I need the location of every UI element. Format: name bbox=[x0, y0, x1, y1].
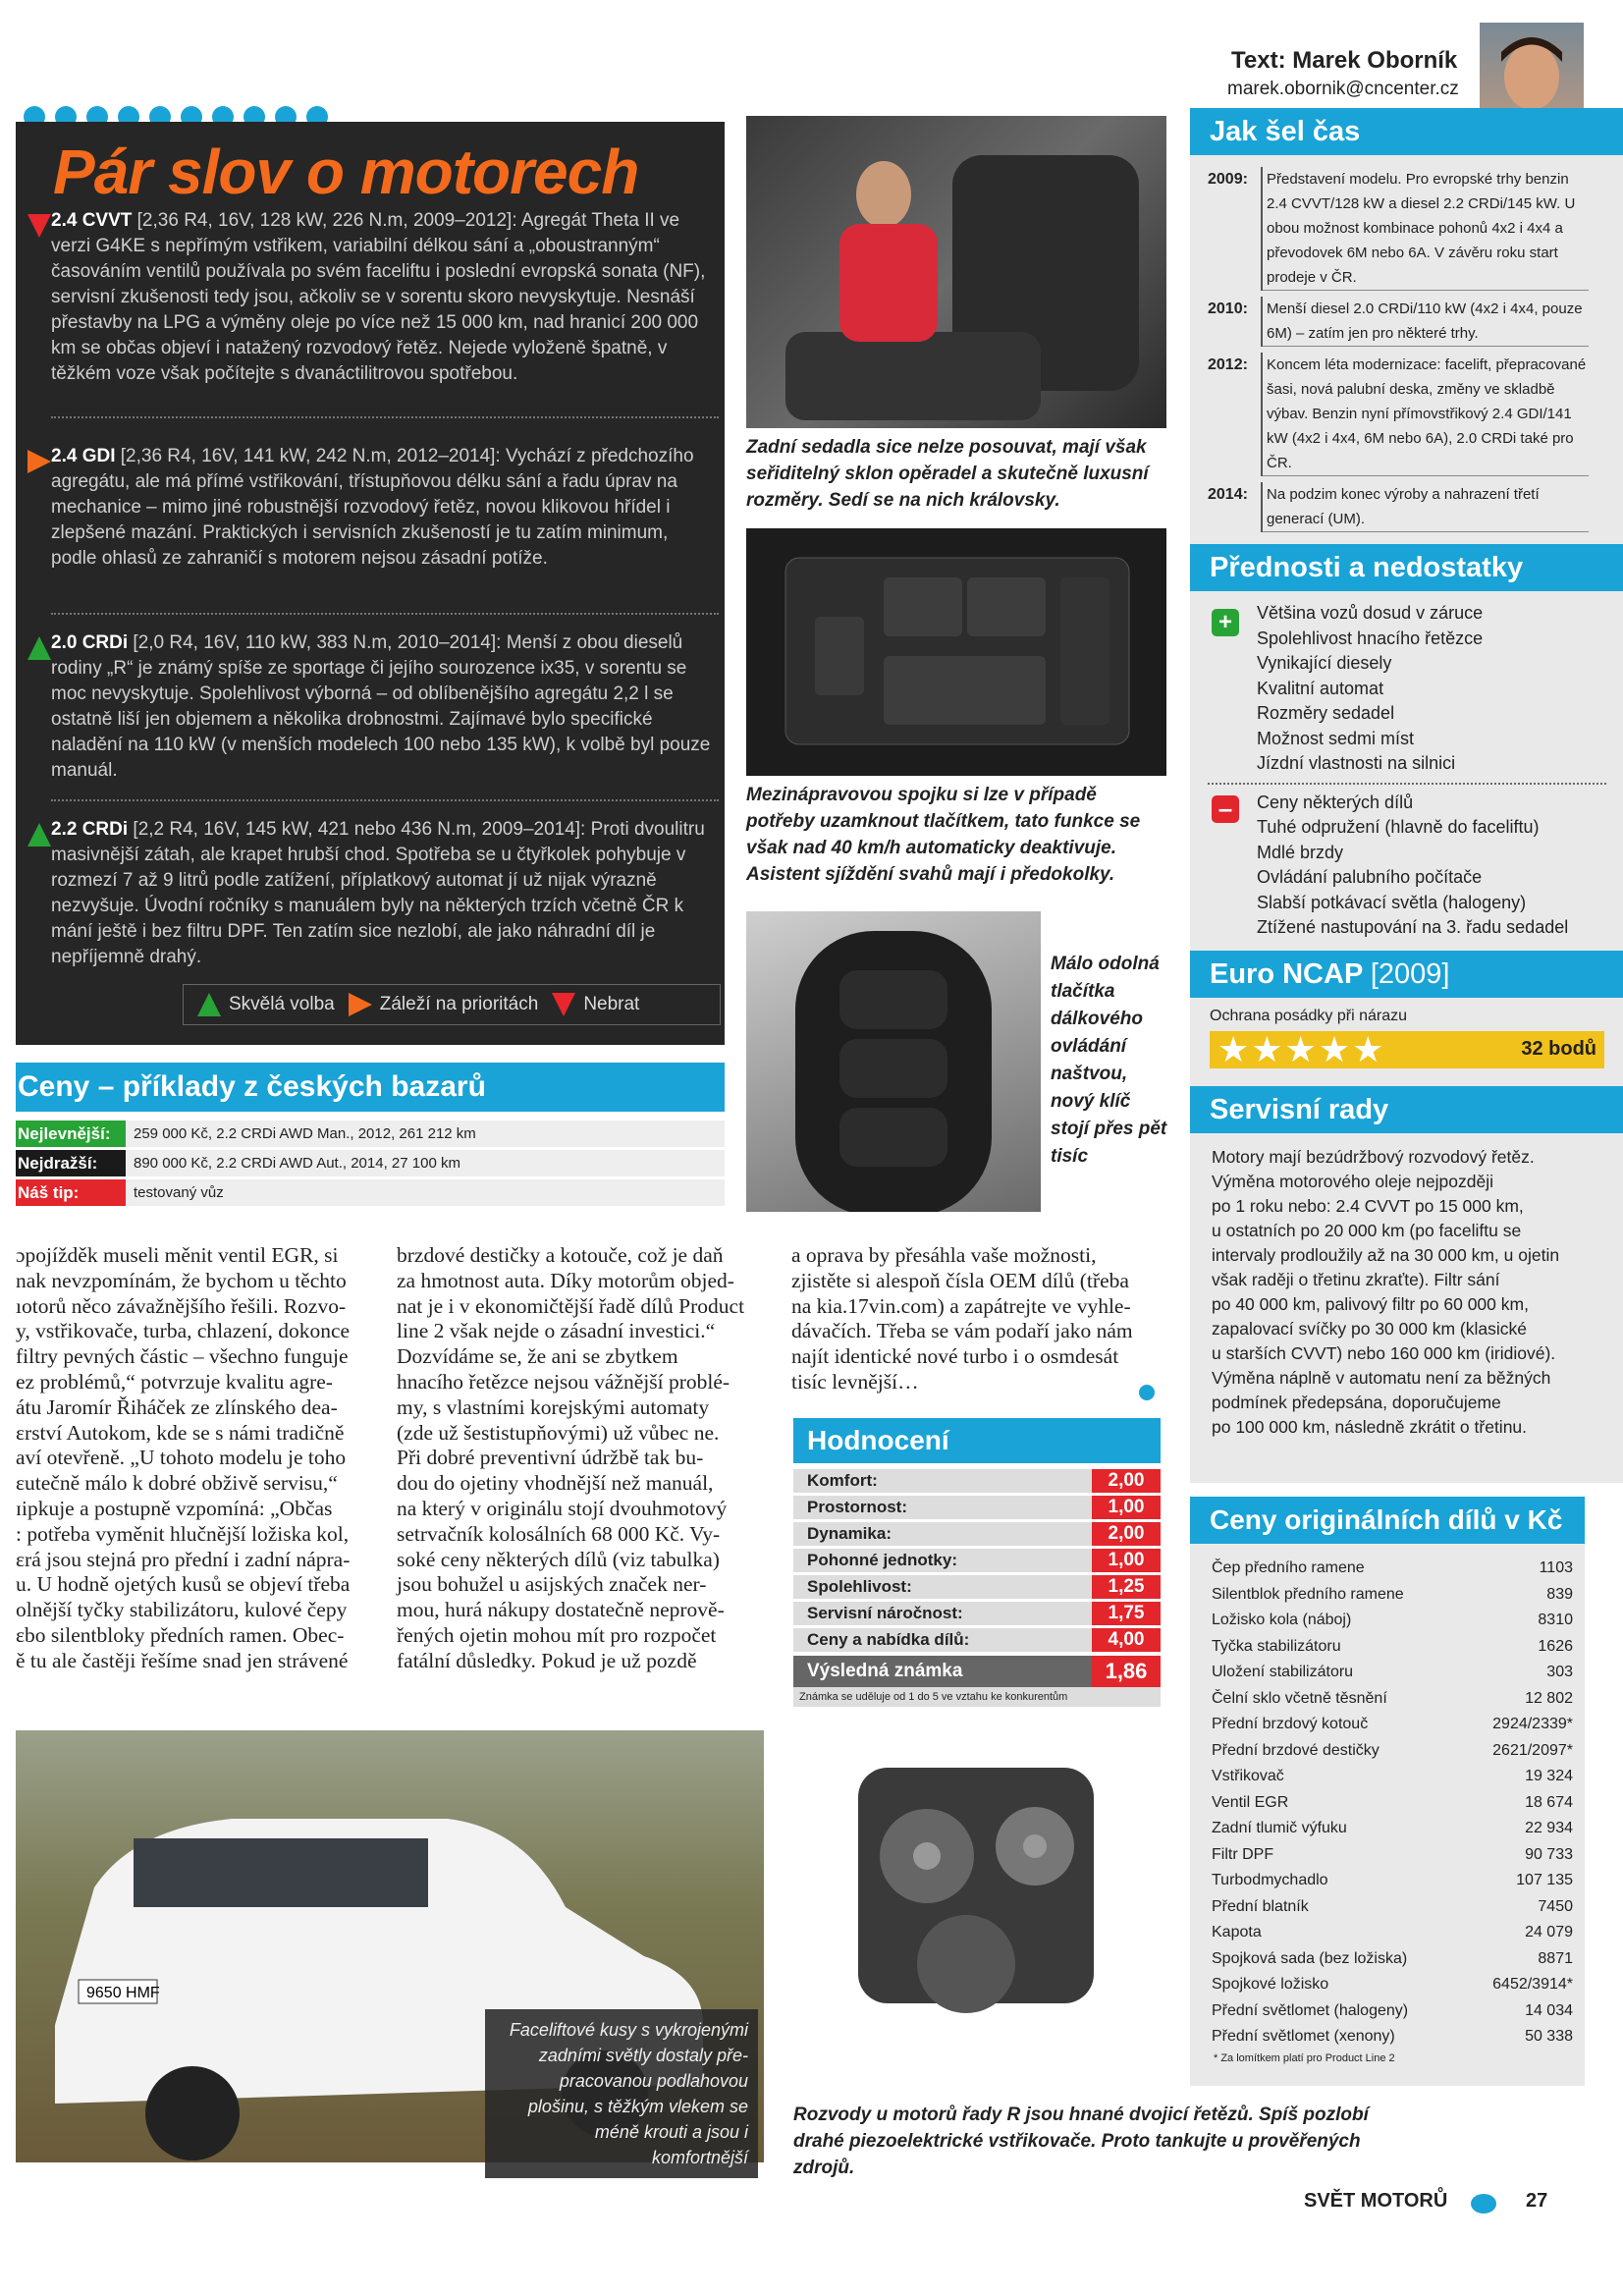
article-line: ɛbo silentbloky předních ramen. Obec- bbox=[16, 1622, 345, 1647]
part-price: 107 135 bbox=[1516, 1872, 1573, 1888]
ncap-title: Euro NCAP [2009] bbox=[1190, 951, 1623, 998]
key-photo bbox=[746, 911, 1041, 1212]
license-plate: 9650 HMF bbox=[86, 1985, 160, 2001]
article-line: dou do ojetiny vhodnější než manuál, bbox=[397, 1471, 714, 1496]
author-email: marek.obornik@cncenter.cz bbox=[1227, 79, 1459, 99]
part-name: Turbodmychadlo bbox=[1212, 1872, 1328, 1888]
minus-icon: – bbox=[1212, 795, 1239, 823]
ncap-points: 32 bodů bbox=[1521, 1038, 1596, 1060]
pro-item: Možnost sedmi míst bbox=[1257, 728, 1415, 748]
timeline-text: Koncem léta modernizace: facelift, přepracované šasi, nová palubní deska, změny ve skladbě výbav. Benzin nyní přímovstřikový 2.4 GDI/141 kW (4x2 i 4x4, 6M nebo 6A), 2.0 CRDi také pro ČR. bbox=[1263, 353, 1589, 476]
part-row bbox=[1190, 1790, 1585, 1817]
part-price: 1626 bbox=[1538, 1637, 1573, 1655]
rating-value: 1,00 bbox=[1092, 1496, 1161, 1519]
timeline-year: 2009: bbox=[1208, 167, 1263, 291]
part-price: 8871 bbox=[1538, 1949, 1573, 1967]
part-name: Přední světlomet (halogeny) bbox=[1212, 2001, 1409, 2019]
pro-item: Vynikající diesely bbox=[1257, 653, 1392, 673]
con-item: Ovládání palubního počítače bbox=[1257, 867, 1483, 887]
article-line: ez problémů,“ potvrzuje kvalitu agre- bbox=[16, 1369, 333, 1394]
service-line: po 100 000 km, následně zkrátit o třetinu. bbox=[1212, 1416, 1528, 1437]
rating-value: 2,00 bbox=[1092, 1469, 1161, 1493]
article-line: Při dobré preventivní údržbě tak bu- bbox=[397, 1446, 704, 1470]
timeline-year: 2010: bbox=[1208, 297, 1263, 347]
article-line: řených ojetin mohou mít pro rozpočet bbox=[397, 1622, 717, 1647]
service-line: Výměna motorového oleje nejpozději bbox=[1212, 1171, 1493, 1191]
parts-note: * Za lomítkem platí pro Product Line 2 bbox=[1214, 2051, 1395, 2064]
part-name: Přední brzdové destičky bbox=[1212, 1741, 1380, 1759]
timeline-year: 2012: bbox=[1208, 353, 1263, 476]
nebrat-icon bbox=[27, 214, 51, 238]
part-row bbox=[1190, 1608, 1585, 1634]
pros-cons-title: Přednosti a nedostatky bbox=[1190, 544, 1623, 591]
service-line: intervaly prodloužily až na 30 000 km, u ojetin bbox=[1212, 1244, 1560, 1265]
rating-label: Prostornost: bbox=[793, 1496, 1092, 1519]
part-price: 24 079 bbox=[1525, 1924, 1573, 1941]
part-name: Vstřikovač bbox=[1212, 1768, 1284, 1784]
coupling-caption: Mezinápravovou spojku si lze v případě potřeby uzamknout tlačítkem, tato funkce se však nad 40 km/h automaticky deaktivuje. Asistent sjíždění svahů mají i předokolky. bbox=[746, 785, 1141, 885]
service-line: po 1 roku nebo: 2.4 CVVT po 15 000 km, bbox=[1212, 1195, 1524, 1216]
skvela-icon bbox=[197, 993, 221, 1016]
service-line: Motory mají bezúdržbový rozvodový řetěz. bbox=[1212, 1146, 1535, 1167]
article-line: ɛrá jsou stejná pro přední i zadní nápra- bbox=[16, 1547, 351, 1571]
article-column-1 bbox=[16, 1243, 367, 1674]
con-item: Tuhé odpružení (hlavně do faceliftu) bbox=[1257, 817, 1540, 837]
zalezi-icon bbox=[27, 450, 51, 473]
part-price: 8310 bbox=[1538, 1612, 1573, 1628]
article-line: my, s vlastními korejskými automaty bbox=[397, 1394, 710, 1419]
article-line: ɔpojížděk museli měnit ventil EGR, si bbox=[16, 1243, 339, 1267]
pro-item: Kvalitní automat bbox=[1257, 678, 1384, 698]
article-line: mou, hurá nákupy dostatečně neprově- bbox=[397, 1598, 725, 1622]
footer-dot bbox=[1471, 2194, 1496, 2214]
rating-note: Známka se uděluje od 1 do 5 ve vztahu ke konkurentům bbox=[793, 1687, 1161, 1707]
engine-item: 2.0 CRDi [2,0 R4, 16V, 110 kW, 383 N.m, 2010–2014]: Menší z obou dieselů rodiny „R“ je známý spíše ze sportage či jejího sourozence ix35, v sorentu se moc nevyskytuje. Spolehlivost výborná – od oblíbenějšího agregátu 2,2 l se ostatně liší jen objemem a několika drobnostmi. Zajímavé bylo specifické naladění na 110 kW (v menších modelech 100 nebo 135 kW), k volbě byl pouze manuál. bbox=[51, 630, 719, 784]
timeline-row bbox=[1208, 297, 1589, 347]
service-line: podmínek předepsána, doporučujeme bbox=[1212, 1392, 1501, 1412]
price-row: Náš tip: testovaný vůz bbox=[16, 1179, 725, 1206]
service-line: Výměna náplně v automatu není za běžných bbox=[1212, 1367, 1551, 1388]
final-rating: Výsledná známka 1,86 bbox=[793, 1656, 1161, 1687]
article-line: a oprava by přesáhla vaše možnosti, bbox=[791, 1243, 1097, 1267]
article-line: Dozvídáme se, že ani se zbytkem bbox=[397, 1344, 678, 1369]
rating-label: Komfort: bbox=[793, 1469, 1092, 1493]
rating-value: 2,00 bbox=[1092, 1522, 1161, 1546]
part-name: Tyčka stabilizátoru bbox=[1212, 1637, 1341, 1655]
part-name: Zadní tlumič výfuku bbox=[1212, 1820, 1347, 1836]
skvela-icon bbox=[27, 823, 51, 847]
part-name: Čep předního ramene bbox=[1212, 1559, 1365, 1576]
timeline-row bbox=[1208, 353, 1589, 476]
plus-icon: + bbox=[1212, 609, 1239, 636]
rating-label: Dynamika: bbox=[793, 1522, 1092, 1546]
engines-panel bbox=[16, 122, 725, 1045]
rating-label: Pohonné jednotky: bbox=[793, 1549, 1092, 1572]
rear-seats-caption: Zadní sedadla sice nelze posouvat, mají však seřiditelný sklon opěradel a skutečně luxusní rozměry. Sedí se na nich královsky. bbox=[746, 437, 1149, 511]
part-row bbox=[1190, 1816, 1585, 1842]
price-row: Nejlevnější: 259 000 Kč, 2.2 CRDi AWD Man., 2012, 261 212 km bbox=[16, 1121, 725, 1147]
rating-label: Ceny a nabídka dílů: bbox=[793, 1628, 1092, 1652]
engines-legend: Skvělá volba Záleží na prioritách Nebrat bbox=[183, 984, 721, 1025]
timeline-title: Jak šel čas bbox=[1190, 108, 1623, 155]
parts-prices bbox=[1190, 1497, 1585, 2086]
con-item: Slabší potkávací světla (halogeny) bbox=[1257, 892, 1527, 912]
article-line: ɛrství Autokom, kde se s námi tradičně bbox=[16, 1420, 345, 1445]
article-line: soké ceny některých dílů (viz tabulka) bbox=[397, 1547, 720, 1571]
part-row bbox=[1190, 1972, 1585, 1998]
page-number: 27 bbox=[1526, 2190, 1548, 2212]
article-column-3 bbox=[791, 1243, 1161, 1395]
article-column-2 bbox=[397, 1243, 764, 1674]
rating-value: 1,00 bbox=[1092, 1549, 1161, 1572]
part-row bbox=[1190, 1712, 1585, 1738]
rating-label: Spolehlivost: bbox=[793, 1575, 1092, 1599]
article-line: ě tu ale častěji řešíme snad jen strávené bbox=[16, 1648, 349, 1672]
pro-item: Jízdní vlastnosti na silnici bbox=[1257, 753, 1456, 773]
part-price: 50 338 bbox=[1525, 2028, 1573, 2045]
article-line: nak nevzpomínám, že bychom u těchto bbox=[16, 1268, 347, 1292]
part-name: Silentblok předního ramene bbox=[1212, 1585, 1404, 1603]
part-row bbox=[1190, 1556, 1585, 1582]
part-price: 90 733 bbox=[1525, 1845, 1573, 1863]
rating-value: 1,75 bbox=[1092, 1602, 1161, 1625]
part-row bbox=[1190, 1582, 1585, 1609]
engines-title: Pár slov o motorech bbox=[53, 137, 639, 207]
article-line: na který v originálu stojí dvouhmotový bbox=[397, 1496, 728, 1520]
rating-row bbox=[793, 1496, 1161, 1519]
article-line: tisíc levnější… bbox=[791, 1369, 919, 1394]
bazaar-prices-title: Ceny – příklady z českých bazarů bbox=[16, 1063, 725, 1112]
footer-magazine: SVĚT MOTORŮ bbox=[1304, 2190, 1448, 2212]
part-price: 2924/2339* bbox=[1492, 1716, 1573, 1732]
pro-item: Většina vozů dosud v záruce bbox=[1257, 603, 1484, 623]
article-line: dávačích. Třeba se vám podaří jako nám bbox=[791, 1319, 1133, 1343]
service-line: u starších CVVT) nebo 160 000 km (iridiové). bbox=[1212, 1342, 1556, 1363]
part-row bbox=[1190, 1764, 1585, 1790]
part-price: 7450 bbox=[1538, 1897, 1573, 1915]
part-row bbox=[1190, 1634, 1585, 1661]
part-row bbox=[1190, 1660, 1585, 1686]
part-row bbox=[1190, 1946, 1585, 1973]
part-price: 2621/2097* bbox=[1492, 1741, 1573, 1759]
service-line: však raději o třetinu zkraťte). Filtr sání bbox=[1212, 1269, 1500, 1289]
engine-photo bbox=[819, 1728, 1139, 2060]
rating-row bbox=[793, 1602, 1161, 1625]
pro-item: Spolehlivost hnacího řetězce bbox=[1257, 628, 1484, 648]
engine-caption: Rozvody u motorů řady R jsou hnané dvojicí řetězů. Spíš pozlobí drahé piezoelektrické vstřikovače. Proto tankujte u prověřených zdrojů. bbox=[793, 2105, 1369, 2178]
article-line: ɪipkuje a postupně vzpomíná: „Občas bbox=[16, 1496, 333, 1520]
author-name: Text: Marek Oborník bbox=[1231, 47, 1458, 74]
con-item: Ztížené nastupování na 3. řadu sedadel bbox=[1257, 917, 1569, 937]
service-line: po 40 000 km, palivový filtr po 60 000 km, bbox=[1212, 1293, 1529, 1314]
article-end-dot bbox=[1139, 1385, 1155, 1400]
part-name: Ložisko kola (náboj) bbox=[1212, 1612, 1352, 1628]
part-row bbox=[1190, 1920, 1585, 1946]
key-caption: Málo odolná tlačítka dálkového ovládání naštvou, nový klíč stojí přes pět tisíc bbox=[1051, 954, 1167, 1167]
con-item: Mdlé brzdy bbox=[1257, 842, 1344, 862]
part-name: Spojková sada (bez ložiska) bbox=[1212, 1949, 1408, 1967]
part-name: Kapota bbox=[1212, 1924, 1262, 1941]
con-item: Ceny některých dílů bbox=[1257, 792, 1414, 812]
part-price: 19 324 bbox=[1525, 1768, 1573, 1784]
rating-box bbox=[793, 1418, 1161, 1707]
timeline-row bbox=[1208, 482, 1589, 532]
ncap-stars: ★★★★★ bbox=[1217, 1028, 1386, 1069]
article-line: setrvačník kolosálních 68 000 Kč. Vy- bbox=[397, 1521, 721, 1546]
part-row bbox=[1190, 2024, 1585, 2050]
rating-row bbox=[793, 1549, 1161, 1572]
article-line: line 2 však nejde o zásadní investici.“ bbox=[397, 1319, 716, 1343]
timeline-text: Menší diesel 2.0 CRDi/110 kW (4x2 i 4x4, pouze 6M) – zatím jen pro některé trhy. bbox=[1263, 297, 1589, 347]
part-name: Filtr DPF bbox=[1212, 1845, 1274, 1863]
parts-title: Ceny originálních dílů v Kč bbox=[1190, 1497, 1585, 1544]
part-price: 12 802 bbox=[1525, 1689, 1573, 1707]
info-sidebar bbox=[1190, 108, 1623, 1483]
article-line: filtry pevných částic – všechno funguje bbox=[16, 1344, 349, 1369]
part-row bbox=[1190, 1998, 1585, 2025]
article-line: najít identické nové turbo i o osmdesát bbox=[791, 1344, 1119, 1369]
engine-item: 2.4 CVVT [2,36 R4, 16V, 128 kW, 226 N.m, 2009–2012]: Agregát Theta II ve verzi G4KE s nepřímým vstřikem, variabilní délkou sání a „oboustranným“ časováním ventilů používala po svém faceliftu i poslední evropská sonata (NF), servisní zkušenosti tedy jsou, ačkoliv se v sorentu skoro nevyskytuje. Nesnáší přestavby na LPG a výměny oleje po více než 15 000 km, nad hranicí 200 000 km se občas objeví i natažený rozvodový řetěz. Nejede vyloženě špatně, v těžkém voze však počítejte s dvanáctilitrovou spotřebou. bbox=[51, 208, 719, 387]
timeline-text: Představení modelu. Pro evropské trhy benzin 2.4 CVVT/128 kW a diesel 2.2 CRDi/145 kW. U obou možnost kombinace pohonů 4x2 i 4x4 a převodovek 6M nebo 6A. V závěru roku start prodeje v ČR. bbox=[1263, 167, 1589, 291]
rating-value: 1,25 bbox=[1092, 1575, 1161, 1599]
part-price: 14 034 bbox=[1525, 2001, 1573, 2019]
part-name: Přední brzdový kotouč bbox=[1212, 1716, 1369, 1732]
rating-label: Servisní náročnost: bbox=[793, 1602, 1092, 1625]
article-line: hnacího řetězce nejsou vážnější problé- bbox=[397, 1369, 730, 1394]
rating-row bbox=[793, 1575, 1161, 1599]
article-line: u. U hodně ojetých kusů se objeví třeba bbox=[16, 1572, 351, 1597]
timeline-year: 2014: bbox=[1208, 482, 1263, 532]
article-line: aví otevřeně. „U tohoto modelu je toho bbox=[16, 1446, 347, 1470]
service-text bbox=[1190, 1133, 1623, 1440]
rating-row bbox=[793, 1628, 1161, 1652]
part-price: 22 934 bbox=[1525, 1820, 1573, 1836]
pro-item: Rozměry sedadel bbox=[1257, 703, 1395, 723]
part-name: Přední blatník bbox=[1212, 1897, 1309, 1915]
rating-row bbox=[793, 1522, 1161, 1546]
rear-seats-photo bbox=[746, 116, 1166, 428]
skvela-icon bbox=[27, 636, 51, 660]
rating-title: Hodnocení bbox=[793, 1418, 1161, 1463]
article-line: nat je i v ekonomičtější řadě dílů Product bbox=[397, 1293, 745, 1318]
part-price: 303 bbox=[1546, 1664, 1573, 1680]
part-name: Spojkové ložisko bbox=[1212, 1976, 1329, 1993]
part-name: Uložení stabilizátoru bbox=[1212, 1664, 1354, 1680]
article-line: na kia.17vin.com) a zapátrejte ve vyhle- bbox=[791, 1293, 1131, 1318]
article-line: fatální důsledky. Pokud je už pozdě bbox=[397, 1648, 697, 1672]
part-name: Ventil EGR bbox=[1212, 1793, 1289, 1811]
article-line: jsou bohužel u asijských značek ner- bbox=[397, 1572, 707, 1597]
engine-item: 2.4 GDI [2,36 R4, 16V, 141 kW, 242 N.m, 2012–2014]: Vychází z předchozího agregátu, ale má přímé vstřikování, třístupňovou délku sání a řadu úprav na mechanice – mimo jiné robustnější rozvodový řetěz, novou klikovou hřídel i zlepšené mazání. Praktických i servisních zkušeností je tu zatím minimum, podle ohlasů ze zahraničí s motorem nejsou zásadní potíže. bbox=[51, 444, 719, 572]
timeline-text: Na podzim konec výroby a nahrazení třetí generací (UM). bbox=[1263, 482, 1589, 532]
part-name: Čelní sklo včetně těsnění bbox=[1212, 1689, 1387, 1707]
article-line: y, vstřikovače, turba, chlazení, dokonce bbox=[16, 1319, 351, 1343]
article-line: ɛutečně málo k dobré obživě servisu,“ bbox=[16, 1471, 338, 1496]
part-row bbox=[1190, 1738, 1585, 1765]
rating-row bbox=[793, 1469, 1161, 1493]
zalezi-icon bbox=[349, 993, 372, 1016]
article-line: brzdové destičky a kotouče, což je daň bbox=[397, 1243, 724, 1267]
article-line: za hmotnost auta. Díky motorům objed- bbox=[397, 1268, 734, 1292]
price-row: Nejdražší: 890 000 Kč, 2.2 CRDi AWD Aut., 2014, 27 100 km bbox=[16, 1150, 725, 1176]
ncap-block: Ochrana posádky při nárazu ★★★★★ 32 bodů bbox=[1190, 998, 1623, 1068]
part-price: 839 bbox=[1546, 1585, 1573, 1603]
service-title: Servisní rady bbox=[1190, 1086, 1623, 1133]
part-price: 18 674 bbox=[1525, 1793, 1573, 1811]
bazaar-prices bbox=[16, 1063, 725, 1220]
part-price: 1103 bbox=[1539, 1559, 1573, 1576]
article-line: zjistěte si alespoň čísla OEM dílů (třeba bbox=[791, 1268, 1129, 1292]
article-line: (zde už šestistupňovými) už vůbec ne. bbox=[397, 1420, 720, 1445]
part-row bbox=[1190, 1894, 1585, 1921]
rating-value: 4,00 bbox=[1092, 1628, 1161, 1652]
timeline-row bbox=[1208, 167, 1589, 291]
part-price: 6452/3914* bbox=[1492, 1976, 1573, 1993]
article-line: ıotorů něco závažnějšího řešili. Rozvo- bbox=[16, 1293, 347, 1318]
part-row bbox=[1190, 1842, 1585, 1869]
car-caption: Faceliftové kusy s vykrojenými zadními světly dostaly pře-pracovanou podlahovou plošinu, s těžkým vlekem se méně krouti a jsou i komfortnější bbox=[485, 2009, 758, 2178]
service-line: zapalovací svíčky po 30 000 km (klasické bbox=[1212, 1318, 1527, 1339]
engine-item: 2.2 CRDi [2,2 R4, 16V, 145 kW, 421 nebo 436 N.m, 2009–2014]: Proti dvoulitru masivnější zátah, ale krapet hrubší chod. Spotřeba se u čtyřkolek pohybuje v rozmezí 7 až 9 litrů podle zatížení, příplatkový automat jí už nijak výrazně nezvyšuje. Úvodní ročníky s manuálem byly na některých trzích včetně ČR k mání ještě i bez filtru DPF. Ten zatím sice nezlobí, ale jako náhradní díl je nepříjemně drahý. bbox=[51, 817, 719, 970]
part-row bbox=[1190, 1686, 1585, 1713]
nebrat-icon bbox=[552, 993, 575, 1016]
coupling-buttons-photo bbox=[746, 528, 1166, 776]
part-row bbox=[1190, 1868, 1585, 1894]
article-line: olnější tyčky stabilizátoru, kulové čepy bbox=[16, 1598, 348, 1622]
service-line: u ostatních po 20 000 km (po faceliftu se bbox=[1212, 1220, 1522, 1240]
article-line: átu Jaromír Řiháček ze zlínského dea- bbox=[16, 1394, 338, 1419]
article-line: : potřeba vyměnit hlučnější ložiska kol, bbox=[16, 1521, 350, 1546]
part-name: Přední světlomet (xenony) bbox=[1212, 2028, 1395, 2045]
